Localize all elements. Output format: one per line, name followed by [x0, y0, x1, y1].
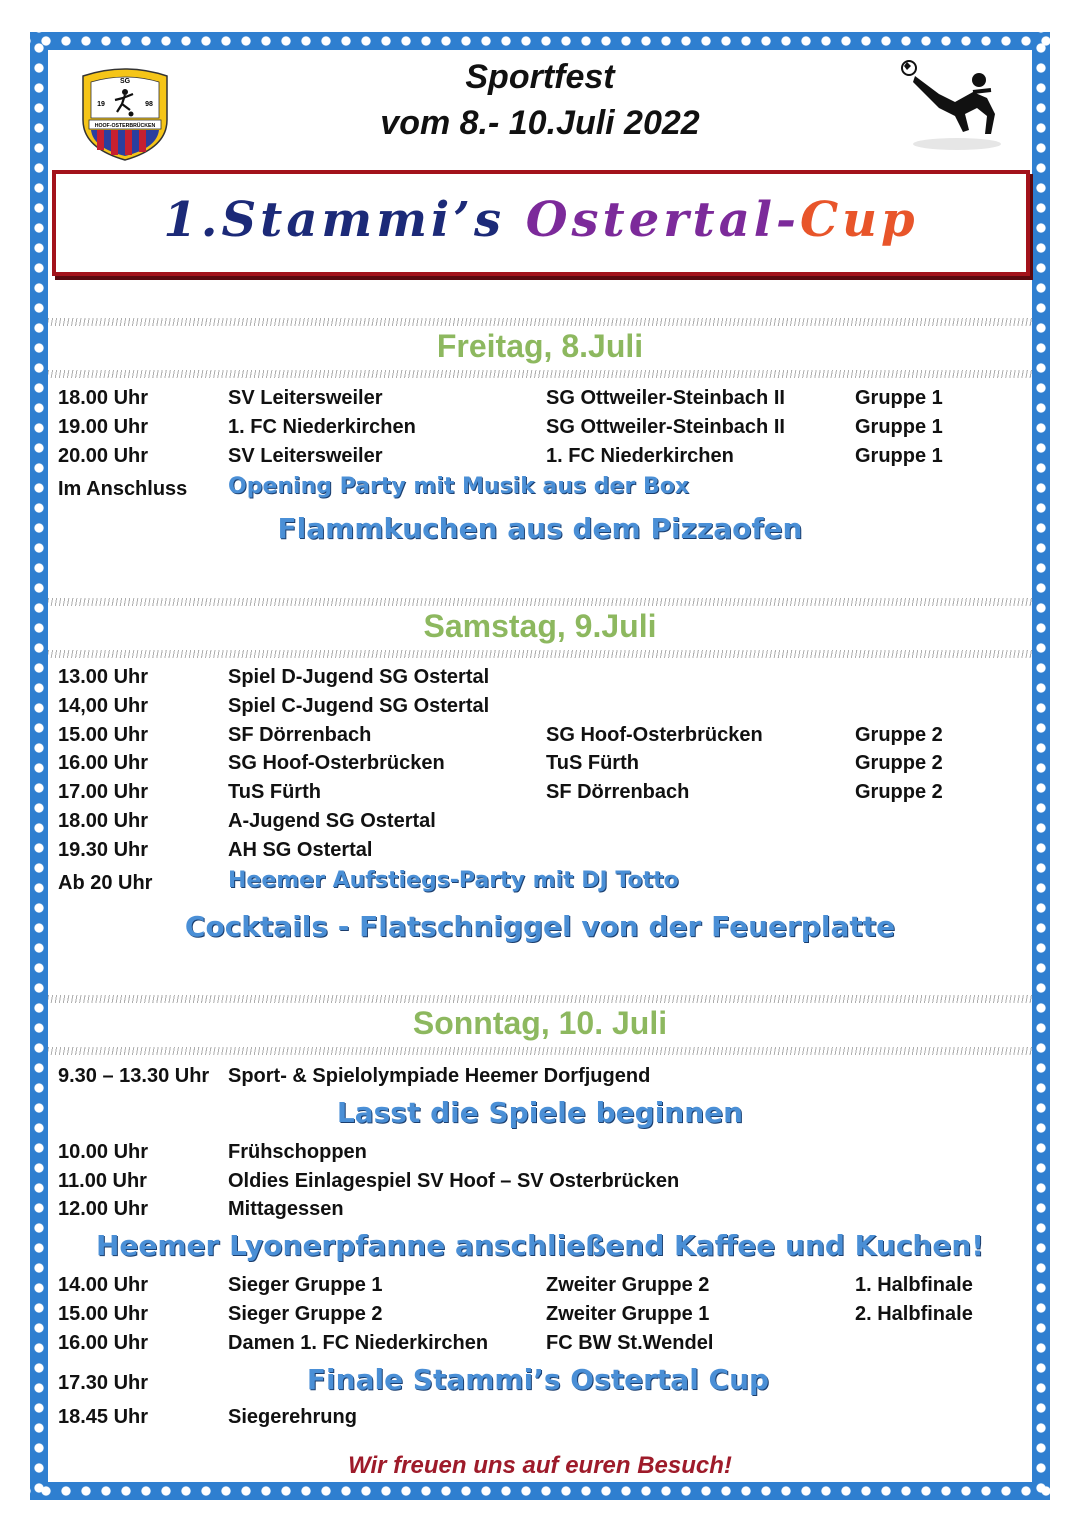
day-heading-sunday: Sonntag, 10. Juli	[412, 1005, 668, 1041]
logo-sg-text: SG	[119, 78, 131, 85]
food-text: Flammkuchen aus dem Pizzaofen	[277, 512, 803, 545]
schedule-row	[58, 1198, 1038, 1226]
closing-message: Wir freuen uns auf euren Besuch!	[348, 1452, 732, 1479]
team-home: 1. FC Niederkirchen	[228, 416, 416, 438]
time: 18.00 Uhr	[58, 387, 149, 409]
schedule-row	[58, 1332, 1038, 1360]
divider	[48, 318, 1032, 326]
schedule-row	[58, 416, 1038, 444]
schedule-row	[58, 839, 1038, 867]
schedule-row	[58, 1274, 1038, 1302]
club-logo	[75, 68, 175, 162]
event: A-Jugend SG Ostertal	[228, 810, 436, 832]
team-home: Damen 1. FC Niederkirchen	[228, 1332, 489, 1354]
soccer-player-icon	[895, 56, 1005, 156]
time: 18.45 Uhr	[58, 1406, 149, 1428]
group: Gruppe 1	[855, 445, 943, 467]
motto-text: Lasst die Spiele beginnen	[336, 1096, 744, 1129]
team-away: SG Ottweiler-Steinbach II	[546, 387, 785, 409]
time: 18.00 Uhr	[58, 810, 149, 832]
time: 19.00 Uhr	[58, 416, 149, 438]
schedule-row	[58, 1141, 1038, 1169]
team-away: Zweiter Gruppe 1	[546, 1303, 710, 1325]
time: 16.00 Uhr	[58, 752, 149, 774]
team-home: SF Dörrenbach	[228, 724, 372, 746]
time: 13.00 Uhr	[58, 666, 149, 688]
event-dates: vom 8.- 10.Juli 2022	[380, 104, 700, 142]
party-text: Heemer Aufstiegs-Party mit DJ Totto	[228, 868, 679, 893]
schedule-row	[58, 666, 1038, 694]
time: 15.00 Uhr	[58, 1303, 149, 1325]
team-away: SF Dörrenbach	[546, 781, 690, 803]
cup-title	[56, 192, 1026, 248]
time: 9.30 – 13.30 Uhr	[58, 1065, 210, 1087]
team-home: Sieger Gruppe 2	[228, 1303, 383, 1325]
schedule-row	[58, 445, 1038, 473]
event: Frühschoppen	[228, 1141, 367, 1163]
time: Ab 20 Uhr	[58, 872, 153, 894]
schedule-row	[58, 781, 1038, 809]
cup-banner	[52, 170, 1030, 276]
event-title: Sportfest	[465, 58, 615, 96]
day-heading-saturday: Samstag, 9.Juli	[423, 608, 657, 644]
event: Spiel C-Jugend SG Ostertal	[228, 695, 490, 717]
schedule-row	[58, 1406, 1038, 1434]
event: Mittagessen	[228, 1198, 344, 1220]
team-home: TuS Fürth	[228, 781, 321, 803]
time: 17.00 Uhr	[58, 781, 149, 803]
day-heading-friday: Freitag, 8.Juli	[436, 328, 644, 364]
border-dots-bottom	[30, 1483, 1050, 1499]
team-home: Sieger Gruppe 1	[228, 1274, 383, 1296]
border-dots-top	[30, 33, 1050, 49]
border-dots-left	[31, 32, 47, 1500]
divider	[48, 598, 1032, 606]
logo-year-left: 19	[97, 101, 105, 108]
schedule-row	[58, 810, 1038, 838]
divider	[48, 650, 1032, 658]
food-text: Cocktails - Flatschniggel von der Feuerplatte	[184, 910, 896, 943]
time: 14.00 Uhr	[58, 1274, 149, 1296]
time: 12.00 Uhr	[58, 1198, 149, 1220]
schedule-row	[58, 1170, 1038, 1198]
group: Gruppe 2	[855, 752, 943, 774]
event: Sport- & Spielolympiade Heemer Dorfjugend	[228, 1065, 651, 1087]
schedule-row	[58, 752, 1038, 780]
schedule-row	[58, 724, 1038, 752]
team-home: SG Hoof-Osterbrücken	[228, 752, 445, 774]
final-text: Finale Stammi’s Ostertal Cup	[306, 1363, 770, 1396]
time: 10.00 Uhr	[58, 1141, 149, 1163]
divider	[48, 1047, 1032, 1055]
time: 20.00 Uhr	[58, 445, 149, 467]
cup-title-part-1: 1.Stammi’s	[163, 192, 526, 248]
team-away: Zweiter Gruppe 2	[546, 1274, 710, 1296]
group: Gruppe 1	[855, 416, 943, 438]
time: Im Anschluss	[58, 478, 188, 500]
divider	[48, 370, 1032, 378]
time: 15.00 Uhr	[58, 724, 149, 746]
time: 11.00 Uhr	[58, 1170, 147, 1192]
logo-band-text: HOOF-OSTERBRÜCKEN	[94, 123, 156, 129]
divider	[48, 995, 1032, 1003]
team-home: SV Leitersweiler	[228, 387, 383, 409]
party-text: Opening Party mit Musik aus der Box	[228, 474, 690, 499]
schedule-row	[58, 695, 1038, 723]
round: 2. Halbfinale	[855, 1303, 973, 1325]
time: 16.00 Uhr	[58, 1332, 149, 1354]
cup-title-part-2: Ostertal-	[525, 192, 800, 248]
group: Gruppe 2	[855, 781, 943, 803]
time: 19.30 Uhr	[58, 839, 149, 861]
time: 17.30 Uhr	[58, 1372, 149, 1394]
team-away: TuS Fürth	[546, 752, 639, 774]
event: Siegerehrung	[228, 1406, 357, 1428]
event: AH SG Ostertal	[228, 839, 373, 861]
group: Gruppe 1	[855, 387, 943, 409]
team-home: SV Leitersweiler	[228, 445, 383, 467]
round: 1. Halbfinale	[855, 1274, 973, 1296]
event: Oldies Einlagespiel SV Hoof – SV Osterbrücken	[228, 1170, 680, 1192]
team-away: SG Ottweiler-Steinbach II	[546, 416, 785, 438]
event: Spiel D-Jugend SG Ostertal	[228, 666, 490, 688]
team-away: FC BW St.Wendel	[546, 1332, 714, 1354]
cup-title-part-3: Cup	[799, 192, 919, 248]
team-away: SG Hoof-Osterbrücken	[546, 724, 763, 746]
logo-year-right: 98	[145, 101, 153, 108]
time: 14,00 Uhr	[58, 695, 149, 717]
group: Gruppe 2	[855, 724, 943, 746]
food-text: Heemer Lyonerpfanne anschließend Kaffee und Kuchen!	[95, 1229, 985, 1262]
schedule-row	[58, 387, 1038, 415]
schedule-row	[58, 1303, 1038, 1331]
schedule-row	[58, 1065, 1038, 1093]
team-away: 1. FC Niederkirchen	[546, 445, 734, 467]
